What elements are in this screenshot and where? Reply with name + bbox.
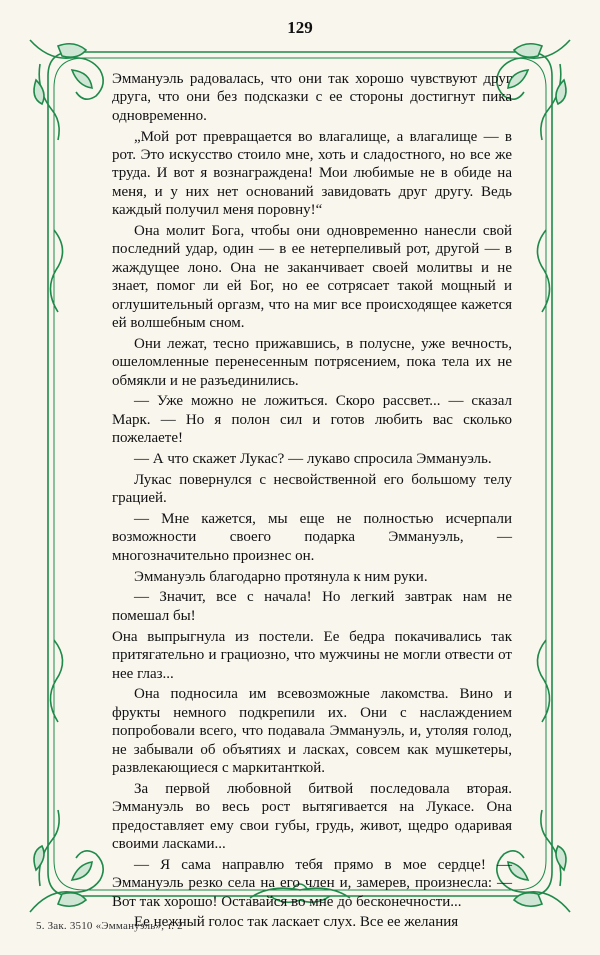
paragraph: Ее нежный голос так ласкает слух. Все ее желания <box>134 914 459 931</box>
body-text <box>112 70 512 934</box>
paragraph: — Значит, все с начала! Но легкий завтрак нам не помешал бы! <box>112 589 512 624</box>
paragraph: Лукас повернулся с несвойственной его большому телу грацией. <box>112 471 512 507</box>
paragraph: Она выпрыгнула из постели. Ее бедра покачивались так притягательно и грациозно, что мужчины не могли отвести от нее глаз... <box>112 628 512 682</box>
paragraph: — Мне кажется, мы еще не полностью исчерпали возможности своего подарка Эммануэль, — многозначительно произнес он. <box>112 511 512 564</box>
paragraph: Она подносила им всевозможные лакомства. Вино и фрукты немного подкрепили их. Они с наслаждением попробовали всего, что подавала Эммануэль, и, утоляя голод, не забывали об объятиях и ласках, совсем как мушкетеры, развлекающиеся с маркитанткой. <box>112 686 512 776</box>
paragraph: Эммануэль радовалась, что они так хорошо чувствуют друг друга, что они без подсказки с ее стороны достигнут пика одновременно. <box>112 71 512 124</box>
paragraph: Эммануэль благодарно протянула к ним руки. <box>134 568 428 585</box>
page-number: 129 <box>287 18 313 37</box>
paragraph: Она молит Бога, чтобы они одновременно нанесли свой последний удар, один — в ее нетерпеливый рот, другой — в жаждущее лоно. Она не заканчивает своей молитвы и не знает, помог ли ей Бог, но ее сотрясает такой мощный и оглушительный оргазм, что на миг все происходящее кажется ей волшебным сном. <box>112 223 512 332</box>
paragraph: — Я сама направлю тебя прямо в мое сердце! — Эммануэль резко села на его член и, замерев, произнесла: — Вот так хорошо! Оставайся во мне до бесконечности... <box>112 856 512 910</box>
paragraph: „Мой рот превращается во влагалище, а влагалище — в рот. Это искусство стоило мне, хоть и сладостного, но все же труда. И вот я вознаграждена! Мои любимые не в обиде на меня, и у них нет оснований завидовать друг другу. Ведь каждый получил меня поровну!“ <box>112 128 512 219</box>
footer-imprint: 5. Зак. 3510 «Эммануэль», т. 2 <box>36 920 183 932</box>
paragraph: За первой любовной битвой последовала вторая. Эммануэль во весь рост вытягивается на Лукасе. Она предоставляет ему свои губы, грудь, живот, щедро одаривая своими ласками... <box>112 780 512 852</box>
paragraph: — Уже можно не ложиться. Скоро рассвет... — сказал Марк. — Но я полон сил и готов любить вас сколько пожелаете! <box>112 393 512 447</box>
side-ornament-right <box>537 230 549 722</box>
paragraph: — А что скажет Лукас? — лукаво спросила Эммануэль. <box>134 451 492 468</box>
side-ornament-left <box>50 230 62 722</box>
corner-ornament-top-left <box>30 40 103 140</box>
paragraph: Они лежат, тесно прижавшись, в полусне, уже вечность, ошеломленные перенесенным потрясением, пока тела их не обмякли и не разъединились. <box>112 335 512 389</box>
